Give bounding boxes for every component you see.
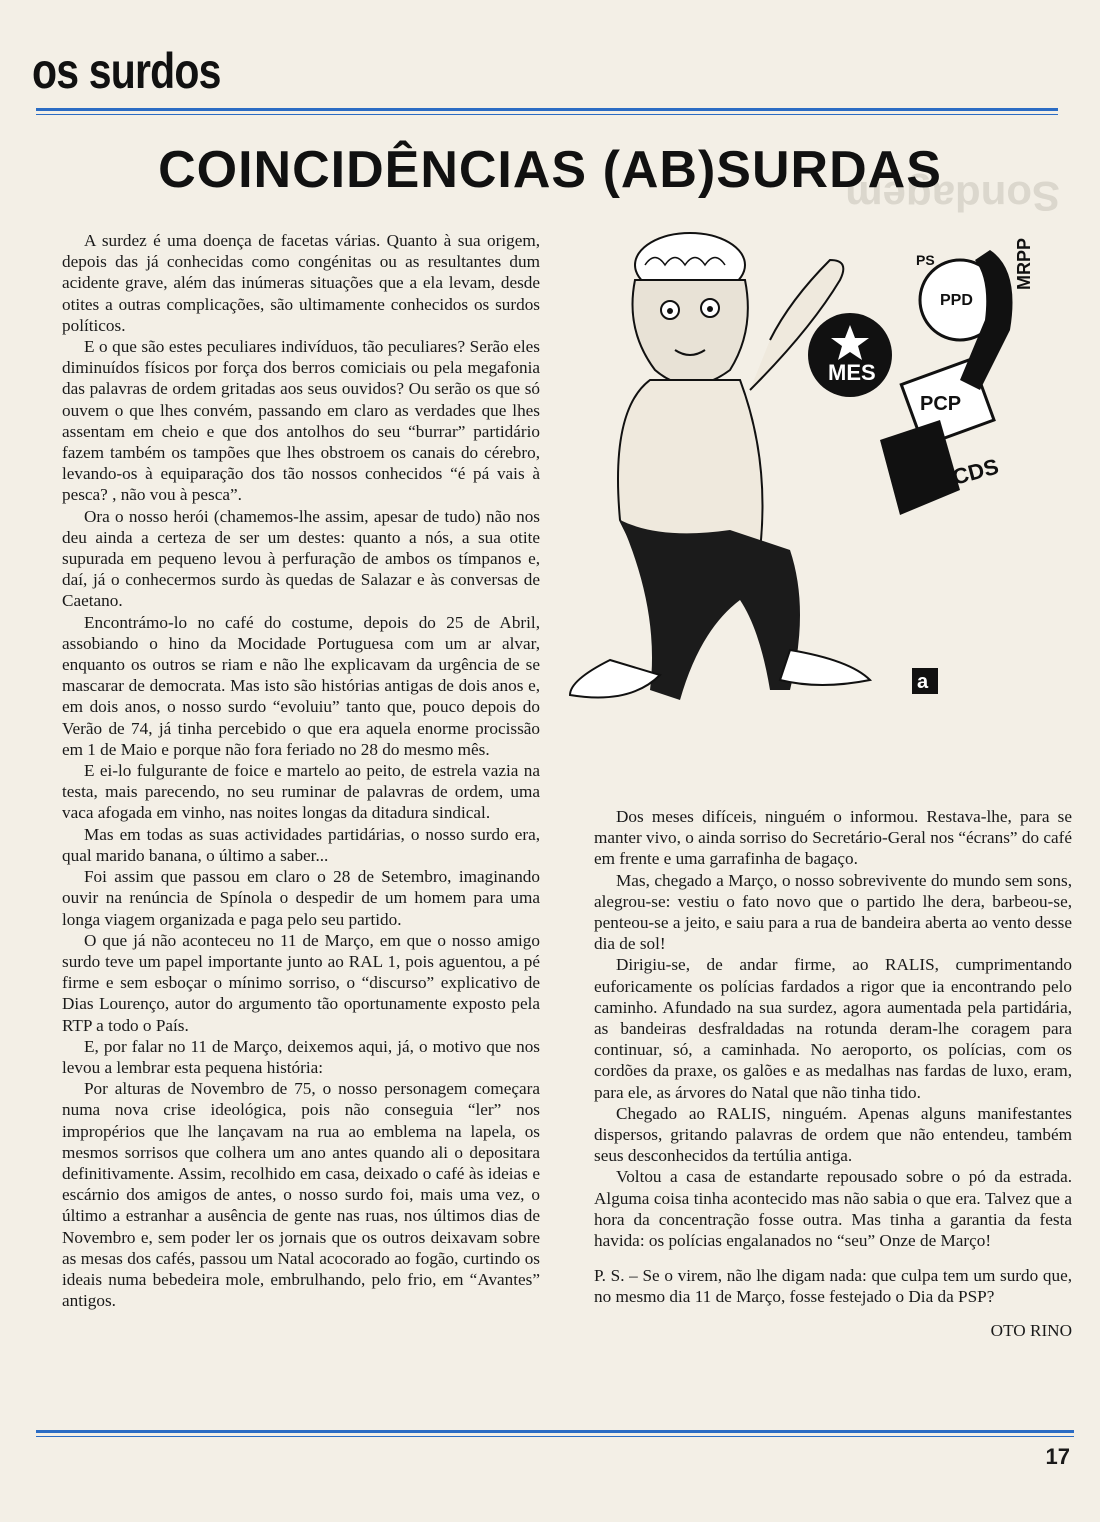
paragraph: A surdez é uma doença de facetas várias. Quanto à sua origem, depois das já conhecidas como congénitas ou as resultantes dum acidente grave, além das inúmeras situações que a ela levam, desde otites a outras complicações, são ultimamente conhecidos os surdos políticos. [62, 231, 540, 335]
mrpp-label: MRPP [1014, 237, 1034, 290]
paragraph: E ei-lo fulgurante de foice e martelo ao peito, de estrela vazia na testa, mais parecendo, no seu ruminar de palavras de ordem, uma vaca afogada em vinho, nas noites longas da ditadura sindical. [62, 761, 540, 823]
page-number: 17 [1045, 1444, 1070, 1469]
face-shape [633, 280, 748, 385]
top-rule-thin [36, 114, 1058, 115]
bottom-rule-thin [36, 1436, 1074, 1437]
cartoon-illustration [560, 190, 1060, 720]
paragraph: Dirigiu-se, de andar firme, ao RALIS, cumprimentando euforicamente os polícias fardados a rigor que ia encontrando pelo caminho. Afundado na sua surdez, agora aumentada pela partidária, as bandeiras desfraldadas na rotunda deram-lhe coragem para continuar, só, a caminhada. No aeroporto, os polícias, com os cordões da praxe, os galões e as medalhas nas fardas de luxo, eram, para ele, as árvores do Natal que não tinha tido. [594, 955, 1072, 1102]
article-column-1 [62, 230, 540, 1311]
ppd-label: PPD [940, 292, 973, 309]
paragraph: O que já não aconteceu no 11 de Março, em que o nosso amigo surdo teve um papel importante junto ao RAL 1, pois aguentou, a pé firme e sem esboçar o mínimo sorriso, o “discurso” explicativo de Dias Lourenço, autor do argumento tão oportunamente exposto pela RTP a todo o País. [62, 930, 540, 1035]
top-rule [36, 108, 1058, 111]
show-through-text: Sondagem [845, 173, 1060, 220]
paragraph: Mas, chegado a Março, o nosso sobrevivente do mundo sem sons, alegrou-se: vestiu o fato novo que o partido lhe dera, barbeou-se, penteou-se a jeito, e saiu para a rua de bandeira aberta ao vento desse dia de sol! [594, 870, 1072, 954]
shoe-right [780, 650, 870, 685]
section-label: os surdos [32, 43, 221, 99]
cds-label: CDS [949, 453, 1002, 490]
headline: COINCIDÊNCIAS (AB)SURDAS [158, 141, 942, 199]
paragraph: E o que são estes peculiares indivíduos, tão peculiares? Serão eles diminuídos físicos por força dos berros comiciais ou pela megafonia das palavras de ordem gritadas aos seus ouvidos? Ou serão os que só ouvem o que lhes convém, passando em claro as verdades que lhes assentam em cheio e que dos antolhos do seu “burrar” partidário fazem também os tampões que lhes obstroem os canais do cérebro, levando-os à equiparação dos tão nossos conhecidos “é pá vais à pesca? , não vou à pesca”. [62, 337, 540, 505]
article-column-2 [594, 806, 1072, 1341]
signature-mark-label: a [917, 671, 929, 693]
paragraph: Dos meses difíceis, ninguém o informou. Restava-lhe, para se manter vivo, o ainda sorriso do Secretário-Geral nos “écrans” do café em frente e uma garrafinha de bagaço. [594, 807, 1072, 869]
paragraph: Encontrámo-lo no café do costume, depois do 25 de Abril, assobiando o hino da Mocidade Portuguesa com um ar alvar, enquanto os outros se riam e não lhe explicavam da urgência de se mascarar de democrata. Mas isto são histórias antigas de dois anos e, em dois anos, o nosso surdo “evoluiu” tanto que, pouco depois do Verão de 74, já tinha percebido o que era aquela enorme procissão em 1 de Maio e porque não fora feriado no 28 do mesmo mês. [62, 612, 540, 759]
mes-label: MES [828, 360, 876, 385]
paragraph: Chegado ao RALIS, ninguém. Apenas alguns manifestantes dispersos, gritando palavras de ordem que não entendeu, também seus desconhecidos da tertúlia antiga. [594, 1103, 1072, 1166]
paragraph: E, por falar no 11 de Março, deixemos aqui, já, o motivo que nos levou a lembrar esta pequena história: [62, 1036, 540, 1077]
paragraph: Mas em todas as suas actividades partidárias, o nosso surdo era, qual marido banana, o último a saber... [62, 824, 540, 865]
ps-label: PS [916, 252, 935, 268]
author-signature: OTO RINO [990, 1320, 1072, 1340]
shoe-left [570, 660, 660, 698]
bottom-rule [36, 1430, 1074, 1433]
paragraph: Foi assim que passou em claro o 28 de Setembro, imaginando ouvir na renúncia de Spínola o despedir de um homem para uma longa viagem organizada e paga pelo seu partido. [62, 867, 540, 929]
pcp-label: PCP [920, 393, 962, 415]
paragraph: Por alturas de Novembro de 75, o nosso personagem começara numa nova crise ideológica, pois não conseguia “ler” nos impropérios que lhe lançavam na rua ao emblema na lapela, os mesmos sorrisos que colhera um ano antes quando ali o depositara definitivamente. Assim, recolhido em casa, deixado o café às ideias e escárnio dos amigos de antes, o nosso surdo foi, mais uma vez, o último a estranhar a ausência de gente nas ruas, nos últimos dias de Novembro e, sem poder ler os jornais que os outros deixavam sobre as mesas dos cafés, passou um Natal acocorado ao fogão, curtindo os ideais numa bebedeira mole, embrulhando, pelo frio, em “Avantes” antigos. [62, 1079, 540, 1311]
paragraph: Ora o nosso herói (chamemos-lhe assim, apesar de tudo) não nos deu ainda a certeza de ser um destes: quanto a nós, a sua otite supurada em pequeno levou à perfuração de ambos os tímpanos e, daí, já o conhecermos surdo às quedas de Salazar e às conversas de Caetano. [62, 506, 540, 611]
postscript: P. S. – Se o virem, não lhe digam nada: que culpa tem um surdo que, no mesmo dia 11 de Março, fosse festejado o Dia da PSP? [594, 1266, 1072, 1307]
paragraph: Voltou a casa de estandarte repousado sobre o pó da estrada. Alguma coisa tinha acontecido mas não sabia o que era. Talvez que a hora da concentração fosse outra. Mas tinha a garantia da festa havida: os polícias engalanados no “seu” Onze de Março! [594, 1167, 1072, 1251]
